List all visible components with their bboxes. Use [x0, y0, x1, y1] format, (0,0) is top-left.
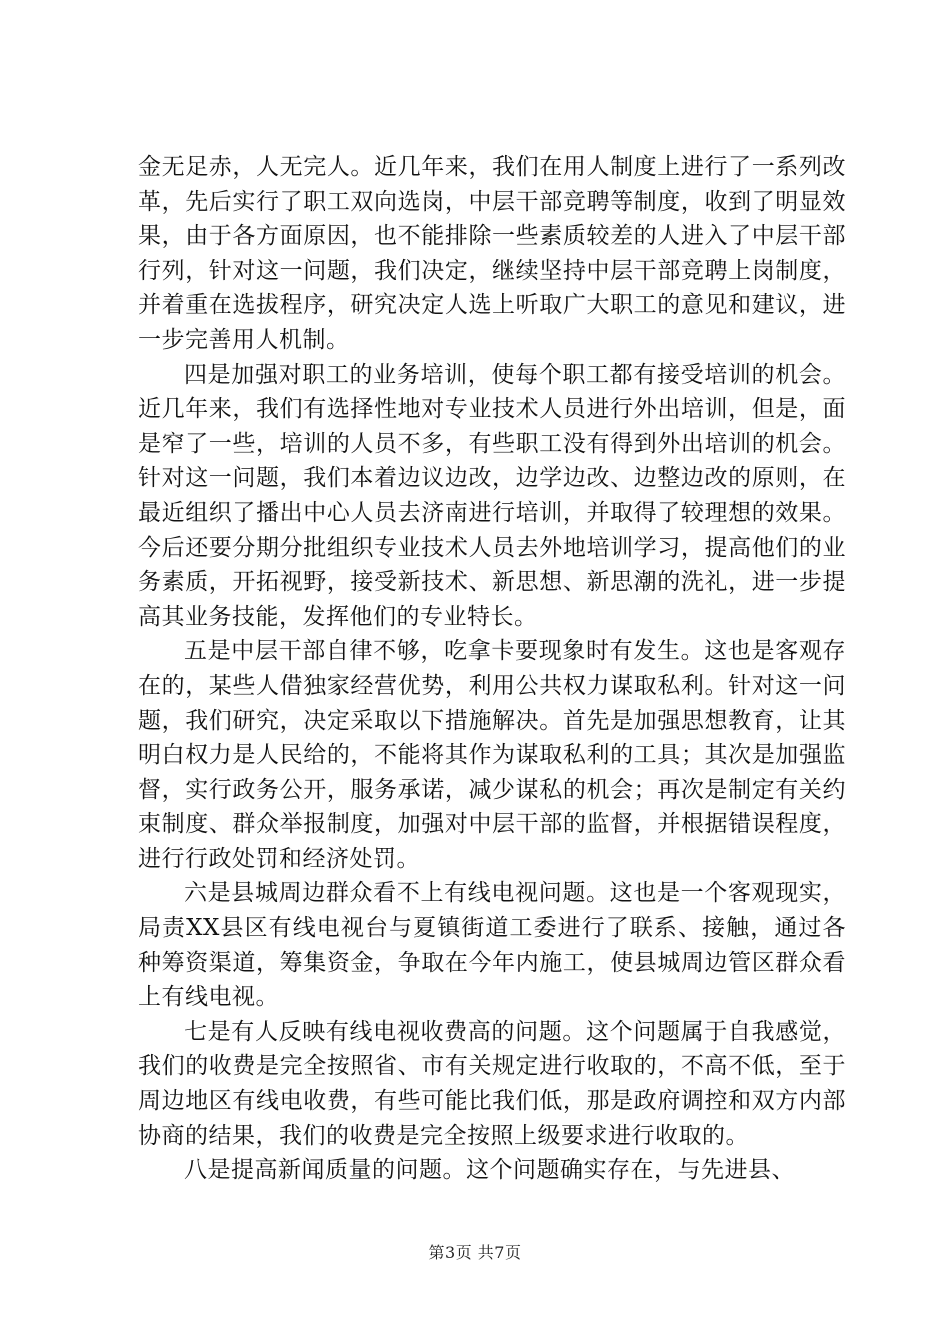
paragraph-training: 四是加强对职工的业务培训，使每个职工都有接受培训的机会。近几年来，我们有选择性地对专业技术人员进行外出培训，但是，面是窄了一些，培训的人员不多，有些职工没有得到外出培训的机会。针对这一问题，我们本着边议边改，边学边改、边整边改的原则，在最近组织了播出中心人员去济南进行培训，并取得了较理想的效果。今后还要分期分批组织专业技术人员去外地培训学习，提高他们的业务素质，开拓视野，接受新技术、新思想、新思潮的洗礼，进一步提高其业务技能，发挥他们的专业特长。: [138, 361, 846, 630]
paragraph-cable-fees: 七是有人反映有线电视收费高的问题。这个问题属于自我感觉，我们的收费是完全按照省、市有关规定进行收取的，不高不低，至于周边地区有线电收费，有些可能比我们低，那是政府调控和双方内部协商的结果，我们的收费是完全按照上级要求进行收取的。: [138, 1018, 846, 1149]
paragraph-cable-coverage: 六是县城周边群众看不上有线电视问题。这也是一个客观现实，局责XX县区有线电视台与夏镇街道工委进行了联系、接触，通过各种筹资渠道，筹集资金，争取在今年内施工，使县城周边管区群众看上有线电视。: [138, 880, 846, 1011]
document-body: [138, 150, 846, 1188]
paragraph-news-quality: 八是提高新闻质量的问题。这个问题确实存在，与先进县、: [184, 1157, 795, 1184]
paragraph-self-discipline: 五是中层干部自律不够，吃拿卡要现象时有发生。这也是客观存在的，某些人借独家经营优势，利用公共权力谋取私利。针对这一问题，我们研究，决定采取以下措施解决。首先是加强思想教育，让其明白权力是人民给的，不能将其作为谋取私利的工具；其次是加强监督，实行政务公开，服务承诺，减少谋私的机会；再次是制定有关约束制度、群众举报制度，加强对中层干部的监督，并根据错误程度，进行行政处罚和经济处罚。: [138, 638, 846, 872]
page-number-footer: 第3页 共7页: [428, 1243, 522, 1262]
paragraph-continued: 金无足赤，人无完人。近几年来，我们在用人制度上进行了一系列改革，先后实行了职工双向选岗，中层干部竞聘等制度，收到了明显效果，由于各方面原因，也不能排除一些素质较差的人进入了中层干部行列，针对这一问题，我们决定，继续坚持中层干部竞聘上岗制度，并着重在选拔程序，研究决定人选上听取广大职工的意见和建议，进一步完善用人机制。: [138, 154, 846, 353]
